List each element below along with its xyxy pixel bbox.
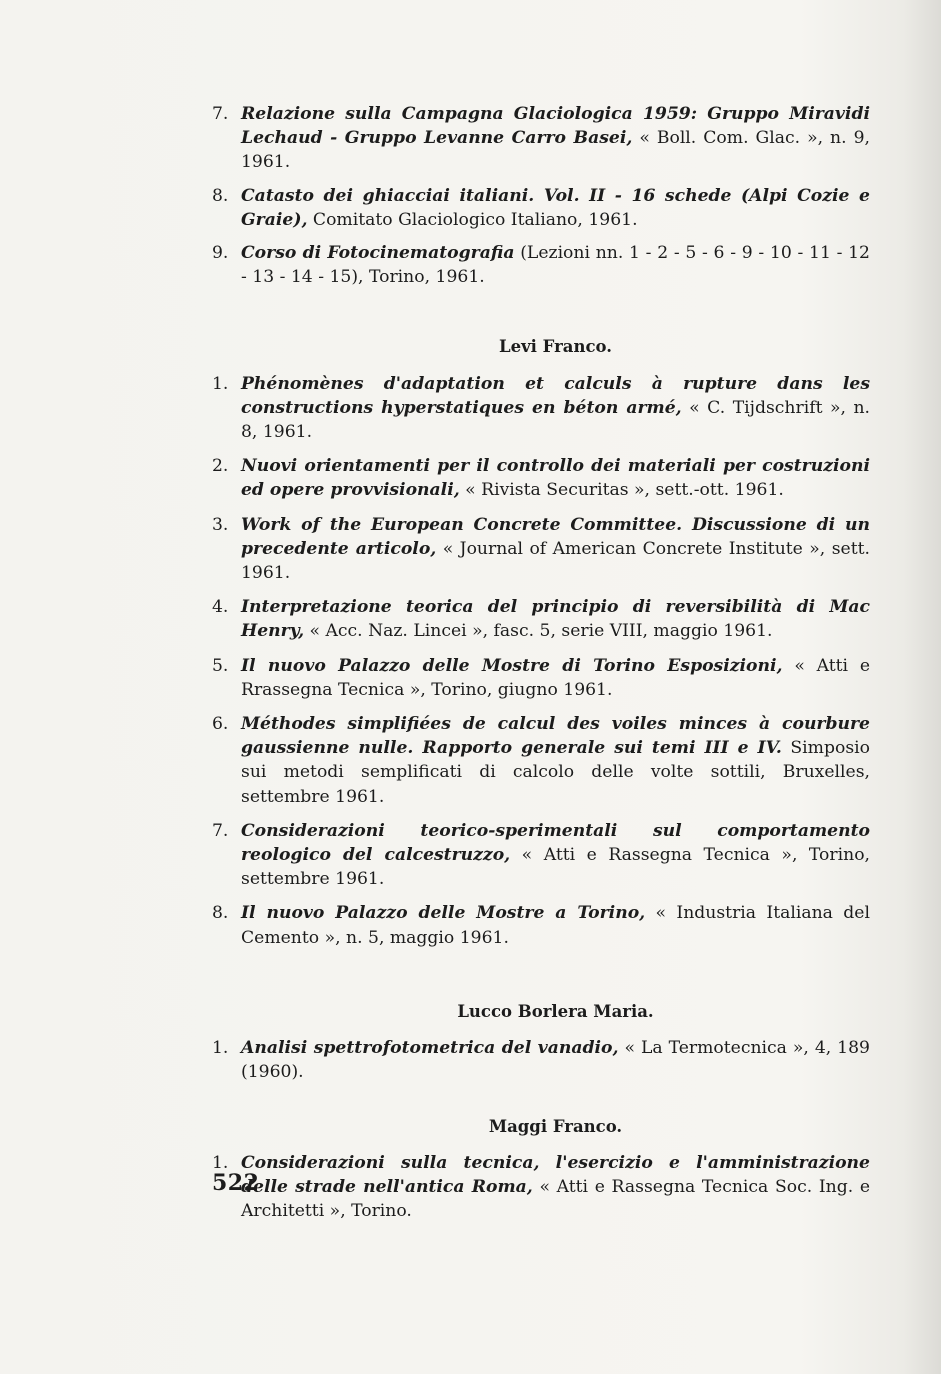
list-item <box>212 102 870 175</box>
author-section <box>212 1000 870 1085</box>
item-citation: « Rivista Securitas », sett.-ott. 1961. <box>459 480 784 501</box>
item-number: 3. <box>212 514 229 535</box>
item-number: 7. <box>212 104 229 124</box>
author-heading: Lucco Borlera Maria. <box>457 1001 654 1021</box>
bibliography-content <box>212 102 870 1223</box>
list-item <box>212 513 870 586</box>
item-citation: Comitato Glaciologico Italiano, 1961. <box>307 209 638 230</box>
item-number: 5. <box>212 655 229 676</box>
continued-list <box>212 102 870 289</box>
item-number: 9. <box>212 243 229 264</box>
item-title: Il nuovo Palazzo delle Mostre a Torino, <box>241 903 646 924</box>
item-citation: (Lezioni nn. 1 - 2 - 5 - 6 - 9 - 10 - 11 - 12 - 13 - 14 - 15), Torino, 1961. <box>241 243 870 288</box>
list-item <box>212 654 870 702</box>
list-item <box>212 454 870 502</box>
item-title: Relazione sulla Campagna Glaciologica 1959: Gruppo Miravidi Lechaud - Gruppo Levanne Carro Basei, <box>241 104 870 149</box>
item-title: Considerazioni teorico-sperimentali sul comportamento reologico del calcestruzzo, <box>241 820 870 866</box>
list-item <box>212 241 870 289</box>
item-title: Nuovi orientamenti per il controllo dei materiali per costruzioni ed opere provvisionali, <box>241 456 870 501</box>
list-item <box>212 595 870 643</box>
page-number: 522 <box>212 1170 260 1196</box>
list-item <box>212 1036 870 1084</box>
item-number: 7. <box>212 820 229 841</box>
item-title: Corso di Fotocinematografia <box>241 243 515 264</box>
item-citation: « Atti e Rassegna Tecnica », Torino, settembre 1961. <box>241 845 871 890</box>
item-title: Analisi spettrofotometrica del vanadio, <box>241 1038 619 1059</box>
list-item <box>212 901 870 949</box>
list-item <box>212 184 870 232</box>
author-heading: Levi Franco. <box>498 337 612 357</box>
item-citation: « Journal of American Concrete Institute », sett. 1961. <box>241 538 870 584</box>
item-citation: « Industria Italiana del Cemento », n. 5, maggio 1961. <box>241 903 870 948</box>
item-citation: « La Termotecnica », 4, 189 (1960). <box>241 1038 870 1083</box>
list-item <box>212 819 870 892</box>
item-number: 6. <box>212 714 229 735</box>
author-section <box>212 1115 870 1224</box>
author-section <box>212 335 870 949</box>
item-title: Considerazioni sulla tecnica, l'esercizio e l'amministrazione delle strade nell'antica Roma, <box>241 1152 870 1197</box>
list-item <box>212 372 870 445</box>
item-number: 1. <box>212 373 229 394</box>
item-number: 2. <box>212 456 229 477</box>
item-title: Il nuovo Palazzo delle Mostre di Torino Esposizioni, <box>241 655 783 676</box>
item-number: 1. <box>212 1152 229 1173</box>
item-citation: « Boll. Com. Glac. », n. 9, 1961. <box>241 128 870 173</box>
item-title: Phénomènes d'adaptation et calculs à rupture dans les constructions hyperstatiques en béton armé, <box>241 373 870 418</box>
item-number: 8. <box>212 185 229 206</box>
list-item <box>212 1151 870 1224</box>
item-citation: « Atti e Rassegna Tecnica Soc. Ing. e Architetti », Torino. <box>241 1176 870 1222</box>
item-citation: « Atti e Rrassegna Tecnica », Torino, giugno 1961. <box>241 655 870 700</box>
item-citation: « Acc. Naz. Lincei », fasc. 5, serie VIII, maggio 1961. <box>304 621 773 642</box>
item-title: Work of the European Concrete Committee. Discussione di un precedente articolo, <box>241 514 870 559</box>
item-number: 8. <box>212 903 229 924</box>
item-title: Interpretazione teorica del principio di reversibilità di Mac Henry, <box>241 597 870 642</box>
author-heading: Maggi Franco. <box>488 1116 623 1136</box>
list-item <box>212 712 870 809</box>
item-number: 1. <box>212 1038 229 1059</box>
item-citation: « C. Tijdschrift », n. 8, 1961. <box>241 397 870 443</box>
item-citation: Simposio sui metodi semplificati di calcolo delle volte sottili, Bruxelles, settembre 1961. <box>241 738 870 807</box>
item-title: Catasto dei ghiacciai italiani. Vol. II - 16 schede (Alpi Cozie e Graie), <box>241 185 870 230</box>
item-title: Méthodes simplifiées de calcul des voiles minces à courbure gaussienne nulle. Rapporto generale sui temi III e IV. <box>241 714 870 759</box>
item-number: 4. <box>212 597 229 618</box>
